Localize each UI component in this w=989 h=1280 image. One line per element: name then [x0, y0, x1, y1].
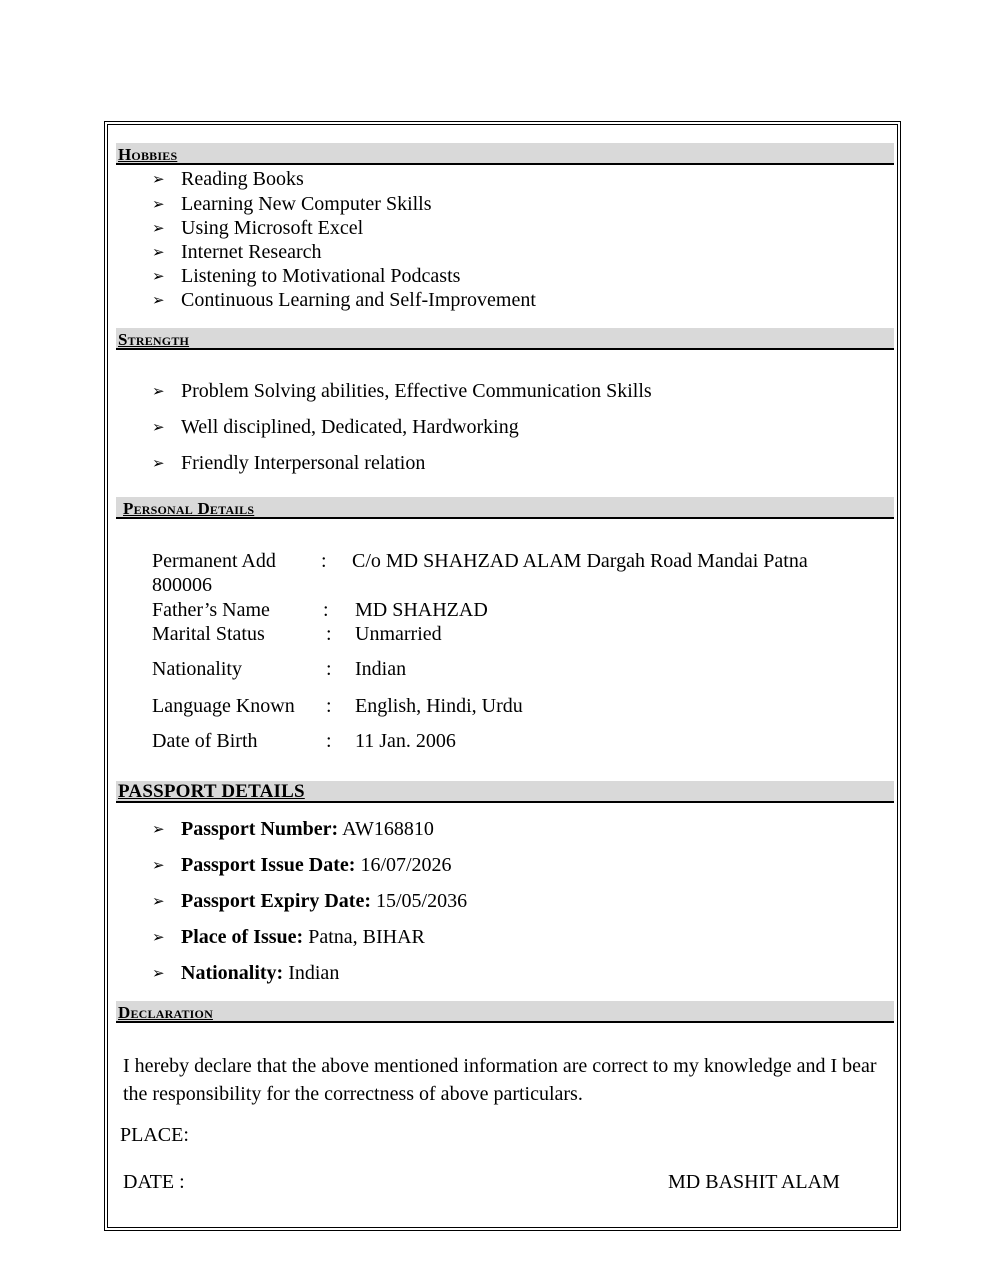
bullet-arrow-icon: ➢	[152, 382, 165, 400]
bullet-arrow-icon: ➢	[152, 219, 165, 237]
strength-heading	[116, 328, 894, 350]
hobby-text: Continuous Learning and Self-Improvement	[181, 289, 536, 311]
passport-field-value: AW168810	[338, 818, 434, 840]
list-item	[152, 379, 652, 403]
language-value: English, Hindi, Urdu	[355, 695, 523, 717]
list-item	[152, 167, 304, 191]
passport-details-heading-text: PASSPORT DETAILS	[118, 781, 305, 802]
place-label: PLACE:	[120, 1124, 189, 1146]
passport-details-heading	[116, 781, 894, 803]
list-item	[152, 264, 460, 288]
passport-field-label: Passport Issue Date:	[181, 854, 356, 876]
language-colon: :	[326, 695, 332, 717]
father-name-colon: :	[323, 599, 329, 621]
hobby-text: Reading Books	[181, 168, 304, 190]
passport-field-label: Nationality:	[181, 962, 284, 984]
address-label: Permanent Add	[152, 550, 276, 572]
nationality-value: Indian	[355, 658, 407, 680]
bullet-arrow-icon: ➢	[152, 170, 165, 188]
bullet-arrow-icon: ➢	[152, 928, 165, 946]
signatory-name: MD BASHIT ALAM	[668, 1171, 840, 1193]
language-label: Language Known	[152, 695, 295, 717]
father-name-label: Father’s Name	[152, 599, 270, 621]
list-item	[152, 817, 434, 841]
passport-field-label: Passport Expiry Date:	[181, 890, 371, 912]
nationality-colon: :	[326, 658, 332, 680]
list-item	[152, 451, 425, 475]
passport-field-label: Passport Number:	[181, 818, 339, 840]
hobbies-heading-text: Hobbies	[118, 145, 178, 164]
marital-status-colon: :	[326, 623, 332, 645]
list-item	[152, 240, 321, 264]
strength-text: Well disciplined, Dedicated, Hardworking	[181, 416, 519, 438]
passport-field-value: 16/07/2026	[355, 854, 452, 876]
declaration-heading-text: Declaration	[118, 1003, 213, 1022]
bullet-arrow-icon: ➢	[152, 856, 165, 874]
father-name-value: MD SHAHZAD	[355, 599, 488, 621]
bullet-arrow-icon: ➢	[152, 243, 165, 261]
list-item	[152, 853, 452, 877]
list-item	[152, 961, 339, 985]
marital-status-label: Marital Status	[152, 623, 265, 645]
hobby-text: Using Microsoft Excel	[181, 217, 364, 239]
dob-value: 11 Jan. 2006	[355, 730, 456, 752]
bullet-arrow-icon: ➢	[152, 964, 165, 982]
personal-details-heading-text: Personal Details	[123, 499, 255, 518]
list-item	[152, 889, 467, 913]
hobby-text: Internet Research	[181, 241, 322, 263]
hobby-text: Learning New Computer Skills	[181, 193, 432, 215]
address-value: C/o MD SHAHZAD ALAM Dargah Road Mandai Patna	[352, 550, 808, 572]
dob-label: Date of Birth	[152, 730, 258, 752]
date-label: DATE :	[123, 1171, 185, 1193]
declaration-heading	[116, 1001, 894, 1023]
nationality-label: Nationality	[152, 658, 242, 680]
passport-field-label: Place of Issue:	[181, 926, 304, 948]
bullet-arrow-icon: ➢	[152, 267, 165, 285]
list-item	[152, 192, 432, 216]
list-item	[152, 216, 363, 240]
bullet-arrow-icon: ➢	[152, 892, 165, 910]
list-item	[152, 415, 519, 439]
bullet-arrow-icon: ➢	[152, 820, 165, 838]
passport-field-value: Indian	[283, 962, 340, 984]
hobbies-heading	[116, 143, 894, 165]
strength-text: Problem Solving abilities, Effective Communication Skills	[181, 380, 652, 402]
declaration-text: I hereby declare that the above mentioned information are correct to my knowledge and I bear the responsibility for the correctness of above particulars.	[123, 1055, 877, 1105]
strength-text: Friendly Interpersonal relation	[181, 452, 426, 474]
personal-details-heading	[116, 497, 894, 519]
bullet-arrow-icon: ➢	[152, 454, 165, 472]
strength-heading-text: Strength	[118, 330, 190, 349]
list-item	[152, 925, 425, 949]
bullet-arrow-icon: ➢	[152, 195, 165, 213]
dob-colon: :	[326, 730, 332, 752]
list-item	[152, 288, 536, 312]
passport-field-value: 15/05/2036	[370, 890, 468, 912]
bullet-arrow-icon: ➢	[152, 418, 165, 436]
address-colon: :	[321, 550, 327, 572]
marital-status-value: Unmarried	[355, 623, 442, 645]
passport-field-value: Patna, BIHAR	[303, 926, 425, 948]
hobby-text: Listening to Motivational Podcasts	[181, 265, 461, 287]
bullet-arrow-icon: ➢	[152, 291, 165, 309]
address-value-cont: 800006	[152, 574, 212, 596]
